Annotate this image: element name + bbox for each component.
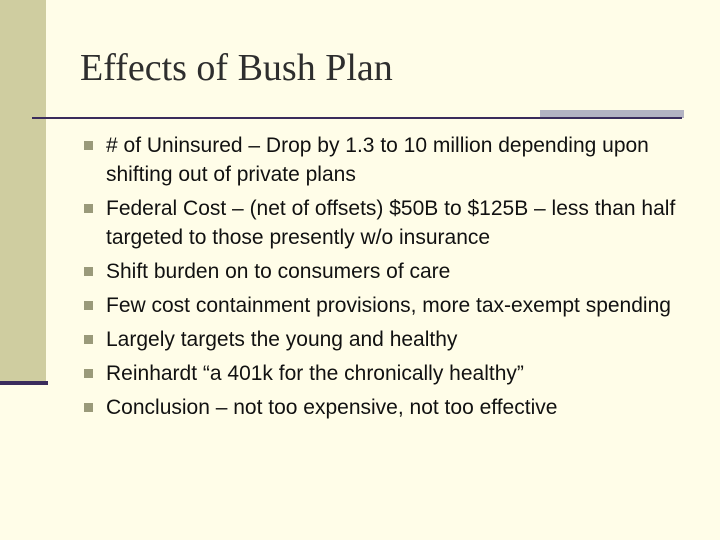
square-bullet-icon [84, 403, 93, 412]
bullet-text: Federal Cost – (net of offsets) $50B to $125B – less than half targeted to those presently w/o insurance [106, 197, 676, 249]
bullet-text: Few cost containment provisions, more tax-exempt spending [106, 294, 671, 317]
bullet-text: Reinhardt “a 401k for the chronically healthy” [106, 362, 524, 385]
square-bullet-icon [84, 301, 93, 310]
bullet-text: Largely targets the young and healthy [106, 328, 458, 351]
bullet-item [84, 393, 700, 422]
title-rule [32, 117, 682, 119]
bullet-item [84, 325, 700, 354]
bullet-item [84, 194, 700, 252]
bullet-text: Conclusion – not too expensive, not too effective [106, 396, 558, 419]
bullet-item [84, 291, 700, 320]
square-bullet-icon [84, 204, 93, 213]
bullet-text: # of Uninsured – Drop by 1.3 to 10 million depending upon shifting out of private plans [106, 134, 649, 186]
bullet-item [84, 359, 700, 388]
square-bullet-icon [84, 335, 93, 344]
left-band-underline [0, 381, 48, 385]
bullet-list [84, 131, 700, 427]
bullet-text: Shift burden on to consumers of care [106, 260, 451, 283]
square-bullet-icon [84, 141, 93, 150]
bullet-item [84, 131, 700, 189]
square-bullet-icon [84, 369, 93, 378]
slide-title: Effects of Bush Plan [80, 47, 393, 89]
square-bullet-icon [84, 267, 93, 276]
bullet-item [84, 257, 700, 286]
left-decorative-band [0, 0, 46, 384]
